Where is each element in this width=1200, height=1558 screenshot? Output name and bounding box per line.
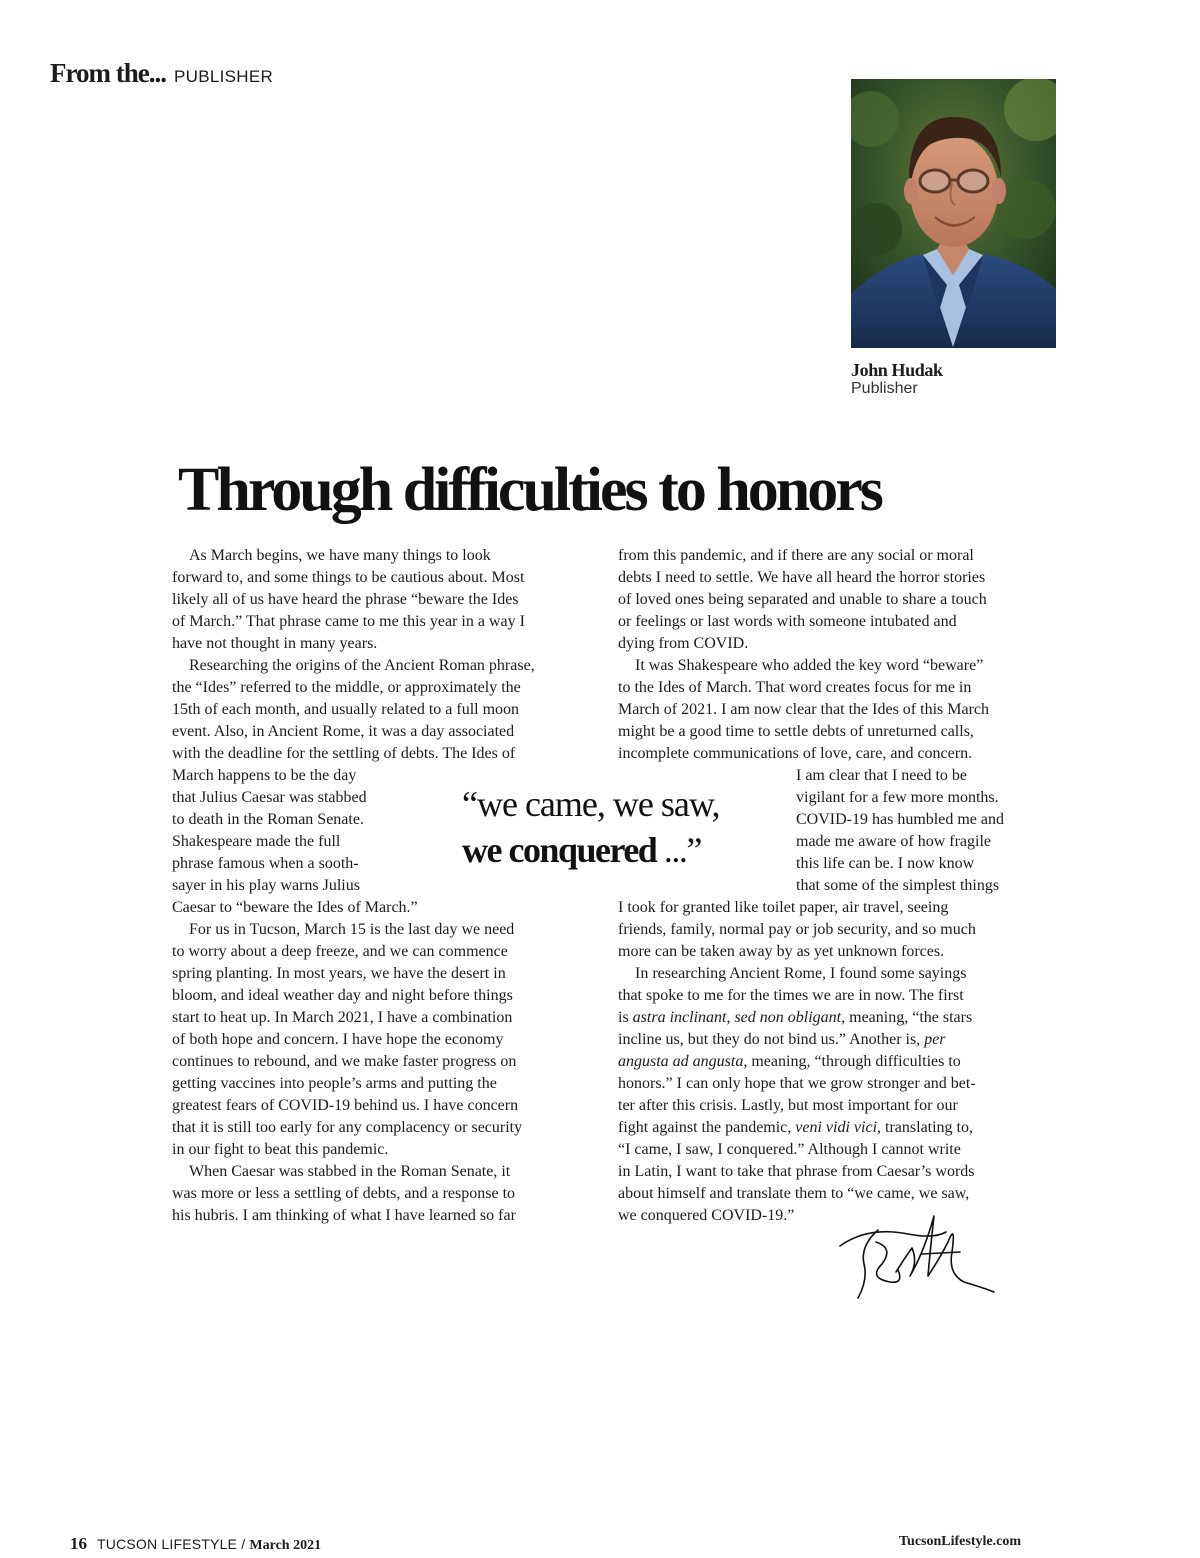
body-line: vigilant for a few more months.: [796, 789, 999, 806]
body-line: to death in the Roman Senate.: [172, 811, 364, 828]
kicker-from-the: From the...: [50, 58, 166, 88]
body-line: phrase famous when a sooth-: [172, 855, 359, 872]
body-line: March happens to be the day: [172, 767, 357, 784]
body-line: ter after this crisis. Lastly, but most important for our: [618, 1097, 958, 1114]
pull-quote: [462, 781, 720, 873]
kicker-publisher: PUBLISHER: [173, 67, 274, 86]
body-line: more can be taken away by as yet unknown forces.: [618, 943, 945, 960]
body-line: the “Ides” referred to the middle, or approximately the: [172, 679, 521, 696]
body-line: As March begins, we have many things to look: [189, 547, 491, 564]
body-line: that some of the simplest things: [796, 877, 1000, 894]
body-line: likely all of us have heard the phrase “beware the Ides: [172, 591, 519, 608]
body-line: about himself and translate them to “we came, we saw,: [618, 1185, 970, 1202]
pull-quote-ellipsis: ...”: [663, 830, 701, 870]
author-title: Publisher: [851, 380, 918, 397]
magazine-name: TUCSON LIFESTYLE /: [97, 1536, 250, 1552]
issue-date: March 2021: [249, 1538, 322, 1553]
page-footer: [70, 1534, 321, 1554]
latin-phrase: astra inclinant, sed non obligant: [632, 1009, 842, 1026]
publisher-signature: [838, 1212, 998, 1304]
pull-quote-bold-text: we conquered: [462, 830, 657, 870]
body-line: dying from COVID.: [618, 635, 749, 652]
article-column-right: [618, 545, 1043, 1227]
body-line: that Julius Caesar was stabbed: [172, 789, 367, 806]
body-text: , meaning, “through difficulties to: [743, 1053, 961, 1070]
body-line: or feelings or last words with someone intubated and: [618, 613, 957, 630]
body-line: [618, 1029, 1043, 1051]
body-line: For us in Tucson, March 15 is the last day we need: [189, 921, 515, 938]
body-line: with the deadline for the settling of debts. The Ides of: [172, 745, 516, 762]
body-line: that spoke to me for the times we are in now. The first: [618, 987, 964, 1004]
body-line: made me aware of how fragile: [796, 833, 992, 850]
body-line: in Latin, I want to take that phrase from Caesar’s words: [618, 1163, 975, 1180]
body-line: Researching the origins of the Ancient Roman phrase,: [189, 657, 535, 674]
body-text: , translating to,: [877, 1119, 973, 1136]
body-line: [618, 1007, 1043, 1029]
body-line: his hubris. I am thinking of what I have learned so far: [172, 1207, 516, 1224]
body-line: COVID-19 has humbled me and: [796, 811, 1004, 828]
page-number: 16: [70, 1534, 87, 1553]
body-line: incomplete communications of love, care, and concern.: [618, 745, 973, 762]
body-text: is: [618, 1009, 633, 1026]
body-line: start to heat up. In March 2021, I have a combination: [172, 1009, 513, 1026]
body-line: forward to, and some things to be cautious about. Most: [172, 569, 525, 586]
body-line: “I came, I saw, I conquered.” Although I cannot write: [618, 1141, 961, 1158]
body-line: March of 2021. I am now clear that the Ides of this March: [618, 701, 989, 718]
section-kicker: [50, 58, 273, 89]
body-line: Shakespeare made the full: [172, 833, 341, 850]
author-name: John Hudak: [851, 360, 943, 380]
signature-icon: [838, 1212, 998, 1304]
article-headline: Through difficulties to honors: [178, 456, 881, 524]
body-line: to worry about a deep freeze, and we can commence: [172, 943, 508, 960]
latin-phrase: per: [924, 1031, 946, 1048]
body-line: [618, 1051, 1043, 1073]
body-line: sayer in his play warns Julius: [172, 877, 360, 894]
body-line: In researching Ancient Rome, I found some sayings: [635, 965, 967, 982]
website-url[interactable]: TucsonLifestyle.com: [899, 1534, 1021, 1549]
body-line: that it is still too early for any complacency or security: [172, 1119, 523, 1136]
body-line: I am clear that I need to be: [796, 767, 968, 784]
body-line: [618, 1117, 1043, 1139]
body-line: greatest fears of COVID-19 behind us. I have concern: [172, 1097, 519, 1114]
body-line: spring planting. In most years, we have the desert in: [172, 965, 506, 982]
body-line: of both hope and concern. I have hope the economy: [172, 1031, 504, 1048]
body-line: in our fight to beat this pandemic.: [172, 1141, 389, 1158]
body-line: event. Also, in Ancient Rome, it was a day associated: [172, 723, 515, 740]
body-line: of loved ones being separated and unable to share a touch: [618, 591, 987, 608]
body-line: to the Ides of March. That word creates focus for me in: [618, 679, 972, 696]
body-text: fight against the pandemic,: [618, 1119, 796, 1136]
body-line: bloom, and ideal weather day and night before things: [172, 987, 513, 1004]
latin-phrase: veni vidi vici: [795, 1119, 878, 1136]
body-line: friends, family, normal pay or job security, and so much: [618, 921, 976, 938]
body-line: of March.” That phrase came to me this year in a way I: [172, 613, 525, 630]
body-line: I took for granted like toilet paper, air travel, seeing: [618, 899, 949, 916]
body-line: this life can be. I now know: [796, 855, 975, 872]
pull-quote-line-2: [462, 827, 720, 873]
body-line: 15th of each month, and usually related to a full moon: [172, 701, 520, 718]
pull-quote-line-1: “we came, we saw,: [462, 784, 720, 824]
publisher-photo: [851, 79, 1056, 348]
body-line: have not thought in many years.: [172, 635, 378, 652]
body-line: It was Shakespeare who added the key word “beware”: [635, 657, 984, 674]
body-line: honors.” I can only hope that we grow stronger and bet-: [618, 1075, 976, 1092]
latin-phrase: angusta ad angusta: [618, 1053, 744, 1070]
body-line: we conquered COVID-19.”: [618, 1207, 795, 1224]
body-text: , meaning, “the stars: [841, 1009, 973, 1026]
body-line: When Caesar was stabbed in the Roman Senate, it: [189, 1163, 511, 1180]
body-line: debts I need to settle. We have all heard the horror stories: [618, 569, 986, 586]
article-column-left: [172, 545, 592, 1227]
body-line: was more or less a settling of debts, and a response to: [172, 1185, 516, 1202]
publisher-portrait-image: [851, 79, 1056, 348]
body-text: incline us, but they do not bind us.” Another is,: [618, 1031, 925, 1048]
body-line: might be a good time to settle debts of unreturned calls,: [618, 723, 974, 740]
body-line: continues to rebound, and we make faster progress on: [172, 1053, 517, 1070]
body-line: from this pandemic, and if there are any social or moral: [618, 547, 974, 564]
body-line: getting vaccines into people’s arms and putting the: [172, 1075, 497, 1092]
body-line: Caesar to “beware the Ides of March.”: [172, 899, 418, 916]
